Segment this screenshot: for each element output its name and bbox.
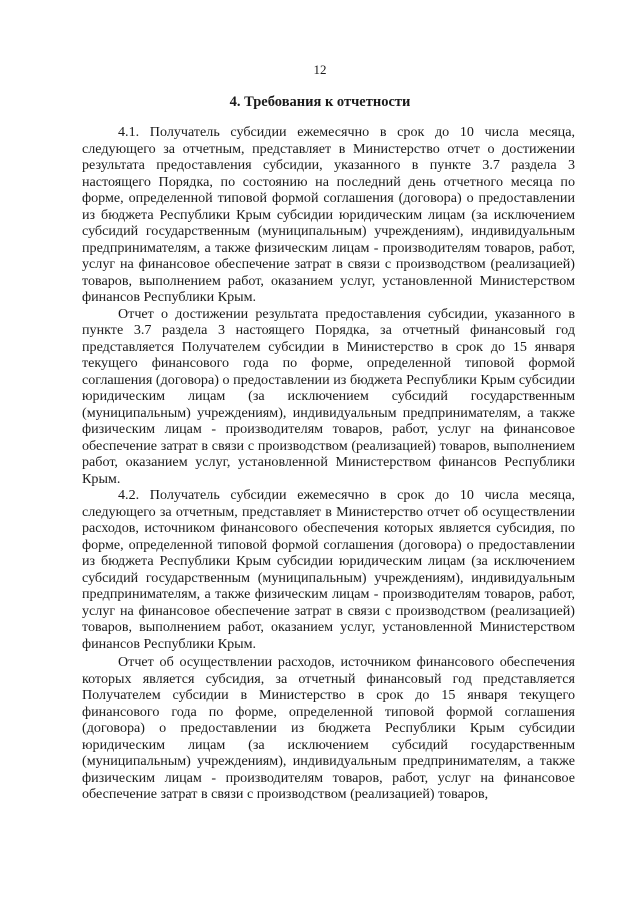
page-number: 12 bbox=[313, 62, 327, 77]
paragraph-report-annual-result: Отчет о достижении результата предоставления субсидии, указанного в пункте 3.7 раздела 3 настоящего Порядка, за отчетный финансовый год представляется Получателем субсидии в Министерство в срок до 15 января текущего финансового года по форме, определенной типовой формой соглашения (договора) о предоставлении из бюджета Республики Крым субсидии юридическим лицам (за исключением субсидий государственным (муниципальным) учреждениям), индивидуальным предпринимателям, а также физическим лицам - производителям товаров, работ, услуг на финансовое обеспечение затрат в связи с производством (реализацией) товаров, выполнением работ, оказанием услуг, установленной Министерством финансов Республики Крым. bbox=[82, 305, 575, 487]
paragraph-report-annual-expenses: Отчет об осуществлении расходов, источником финансового обеспечения которых является субсидия, за отчетный финансовый год представляется Получателем субсидии в Министерство в срок до 15 января текущего финансового года по форме, определенной типовой формой соглашения (договора) о предоставлении из бюджета Республики Крым субсидии юридическим лицам (за исключением субсидий государственным (муниципальным) учреждениям), индивидуальным предпринимателям, а также физическим лицам - производителям товаров, работ, услуг на финансовое обеспечение затрат в связи с производством (реализацией) товаров, bbox=[82, 654, 575, 802]
paragraph-4-1: 4.1. Получатель субсидии ежемесячно в срок до 10 числа месяца, следующего за отчетным, представляет в Министерство отчет о достижении результата предоставления субсидии, указанного в пункте 3.7 раздела 3 настоящего Порядка, по состоянию на последний день отчетного месяца по форме, определенной типовой формой соглашения (договора) о предоставлении из бюджета Республики Крым субсидии юридическим лицам (за исключением субсидий государственным (муниципальным) учреждениям), индивидуальным предпринимателям, а также физическим лицам - производителям товаров, работ, услуг на финансовое обеспечение затрат в связи с производством (реализацией) товаров, выполнением работ, оказанием услуг, установленной Министерством финансов Республики Крым. bbox=[82, 124, 575, 305]
section-heading: 4. Требования к отчетности bbox=[229, 94, 411, 110]
paragraph-4-2: 4.2. Получатель субсидии ежемесячно в срок до 10 числа месяца, следующего за отчетным, представляет в Министерство отчет об осуществлении расходов, источником финансового обеспечения которых является субсидия, по форме, определенной типовой формой соглашения (договора) о предоставлении из бюджета Республики Крым субсидии юридическим лицам (за исключением субсидий государственным (муниципальным) учреждениям), индивидуальным предпринимателям, а также физическим лицам - производителям товаров, работ, услуг на финансовое обеспечение затрат в связи с производством (реализацией) товаров, выполнением работ, оказанием услуг, установленной Министерством финансов Республики Крым. bbox=[82, 487, 575, 652]
document-body bbox=[82, 124, 575, 803]
